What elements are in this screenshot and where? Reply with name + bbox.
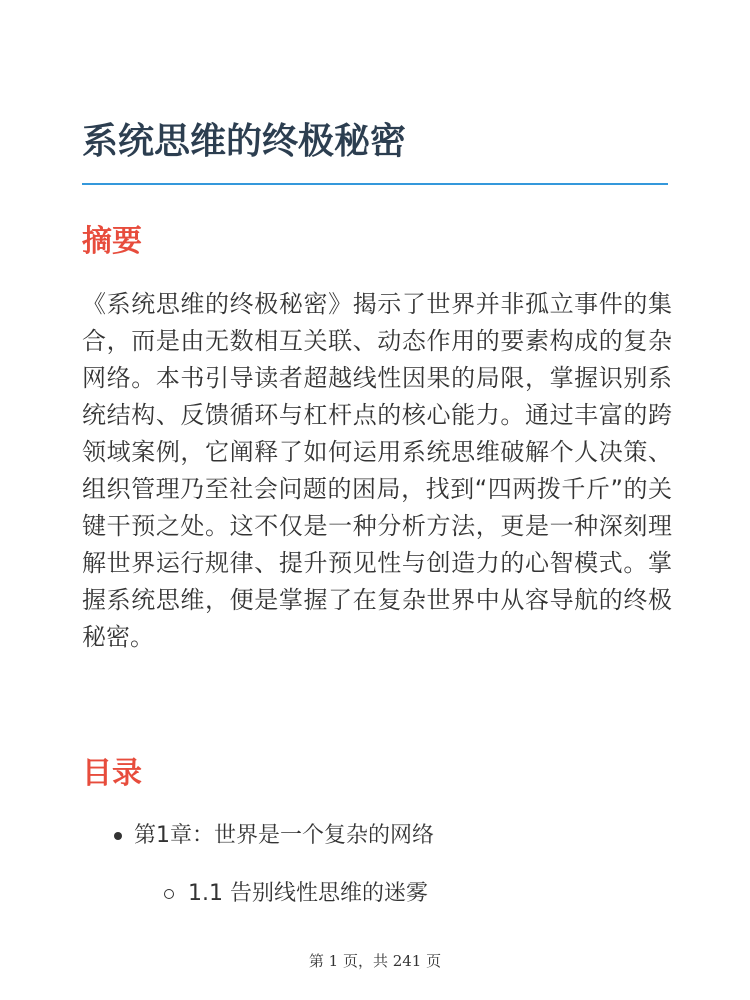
- page-footer: 第 1 页，共 241 页: [308, 952, 442, 970]
- page-title: 系统思维的终极秘密: [82, 121, 407, 162]
- hollow-bullet-icon: [164, 889, 174, 899]
- filled-bullet-icon: [114, 832, 122, 840]
- toc-item-section-1-1[interactable]: [82, 870, 672, 918]
- toc-item-label: 1.1 告别线性思维的迷雾: [188, 881, 428, 906]
- table-of-contents: [82, 812, 672, 918]
- toc-item-chapter-1[interactable]: [82, 812, 672, 860]
- title-divider: [82, 183, 668, 185]
- toc-heading: 目录: [82, 756, 142, 791]
- abstract-paragraph: 《系统思维的终极秘密》揭示了世界并非孤立事件的集合，而是由无数相互关联、动态作用的要素构成的复杂网络。本书引导读者超越线性因果的局限，掌握识别系统结构、反馈循环与杠杆点的核心能力。通过丰富的跨领域案例，它阐释了如何运用系统思维破解个人决策、组织管理乃至社会问题的困局，找到“四两拨千斤”的关键干预之处。这不仅是一种分析方法，更是一种深刻理解世界运行规律、提升预见性与创造力的心智模式。掌握系统思维，便是掌握了在复杂世界中从容导航的终极秘密。: [82, 290, 672, 651]
- toc-item-label: 第1章：世界是一个复杂的网络: [134, 823, 434, 848]
- abstract-heading: 摘要: [82, 224, 142, 259]
